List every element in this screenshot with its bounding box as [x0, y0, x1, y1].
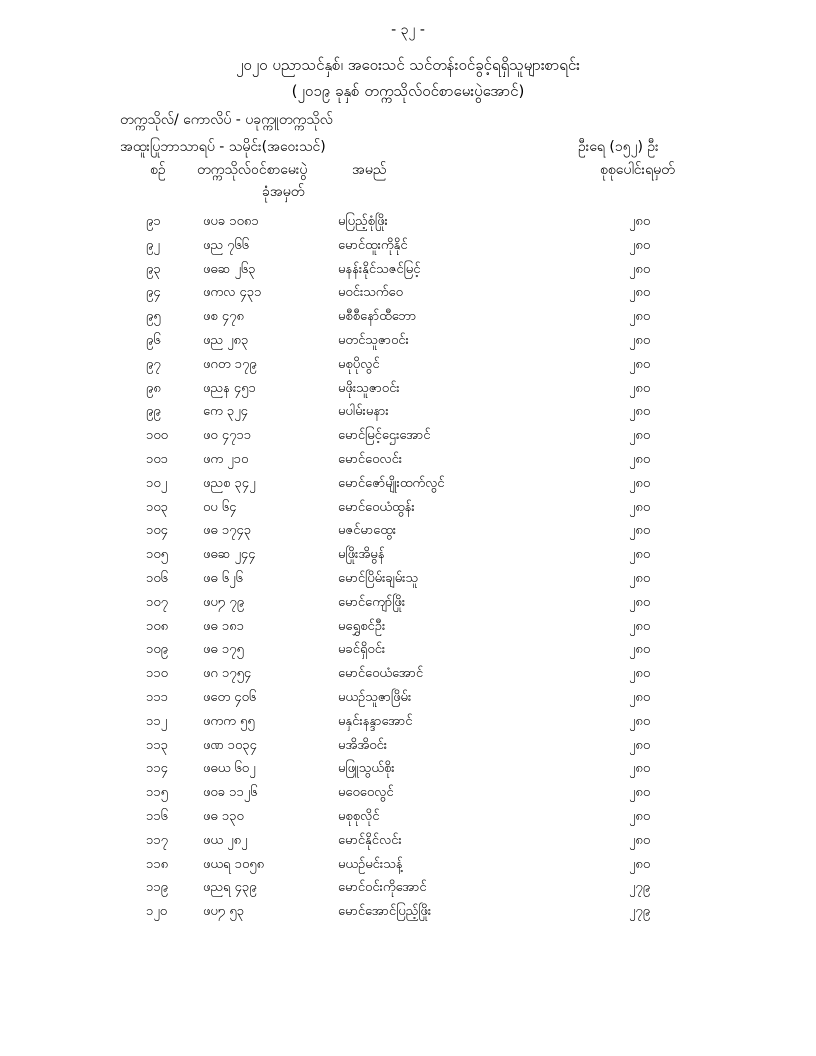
row-total-marks: ၂၈၀ — [629, 856, 651, 872]
row-roll-number: ဖဓ ၁၃၀ — [203, 808, 244, 824]
row-student-name: မောင်ပြိမ်းချမ်းသူ — [338, 570, 419, 586]
row-student-name: မစုစုလိုင် — [338, 808, 380, 824]
row-total-marks: ၂၈၀ — [629, 356, 651, 372]
row-serial-no: ၁၀၈ — [146, 618, 169, 634]
row-roll-number: ကေ ၃၂၄ — [203, 404, 248, 420]
row-total-marks: ၂၈၀ — [629, 285, 651, 301]
row-serial-no: ၁၀၄ — [146, 523, 168, 539]
header-name: အမည် — [352, 162, 387, 178]
row-serial-no: ၁၁၁ — [146, 689, 168, 705]
row-total-marks: ၂၈၀ — [629, 214, 651, 229]
row-serial-no: ၁၁၅ — [146, 785, 168, 801]
row-total-marks: ၂၈၀ — [629, 618, 651, 634]
row-total-marks: ၂၈၀ — [629, 261, 651, 277]
row-student-name: မဖြိုးအိမွန် — [338, 547, 385, 563]
row-serial-no: ၁၀၂ — [146, 475, 168, 491]
row-total-marks: ၂၈၀ — [629, 689, 651, 705]
row-roll-number: ဖည ၇၆၆ — [203, 237, 250, 253]
row-serial-no: ၁၁၀ — [146, 666, 168, 682]
row-total-marks: ၂၈၀ — [629, 713, 651, 729]
row-student-name: မဝင်းသက်ဝေ — [338, 285, 403, 301]
row-total-marks: ၂၈၀ — [629, 666, 651, 682]
row-total-marks: ၂၈၀ — [629, 237, 651, 253]
row-roll-number: ဖဓ ၁၇၅ — [203, 642, 244, 658]
row-roll-number: ဖယ ၂၈၂ — [203, 832, 248, 848]
table-row — [0, 423, 816, 447]
row-serial-no: ၁၁၇ — [146, 832, 168, 848]
table-row — [0, 566, 816, 590]
table-row — [0, 875, 816, 899]
row-roll-number: ဖကလ ၄၃၁ — [203, 285, 262, 301]
page-subtitle: (၂၀၁၉ ခုနှစ် တက္ကသိုလ်ဝင်စာမေးပွဲအောင်) — [291, 82, 525, 100]
row-total-marks: ၂၈၀ — [629, 808, 651, 824]
row-total-marks: ၂၈၀ — [629, 380, 651, 396]
row-roll-number: ဖပ႒ ၅၃ — [203, 904, 245, 920]
header-roll-number-line2: ခုံအမှတ် — [262, 184, 305, 200]
row-total-marks: ၂၈၀ — [629, 523, 651, 539]
row-serial-no: ၉၄ — [146, 285, 161, 301]
row-roll-number: ဖည ၂၈၃ — [203, 332, 249, 348]
row-student-name: မောင်အောင်ပြည့်ဖြိုး — [338, 904, 432, 920]
row-student-name: မစုပိုလွင် — [338, 356, 380, 372]
row-serial-no: ၉၉ — [146, 404, 161, 420]
header-roll-number: တက္ကသိုလ်ဝင်စာမေးပွဲ — [197, 162, 308, 178]
row-student-name: မတင်သူဇာဝင်း — [338, 332, 409, 348]
row-roll-number: ဖညစ ၃၄၂ — [203, 475, 256, 491]
row-student-name: မပါမ်းမနား — [338, 404, 389, 420]
row-total-marks: ၂၈၀ — [629, 785, 651, 801]
table-row — [0, 709, 816, 733]
row-total-marks: ၂၈၀ — [629, 594, 651, 610]
row-student-name: မောင်ဇော်မျိုးထက်လွင် — [338, 475, 445, 491]
table-row — [0, 733, 816, 757]
row-roll-number: ဖဂ ၁၇၅၄ — [203, 666, 252, 682]
row-total-marks: ၂၈၀ — [629, 737, 651, 753]
page-title: ၂၀၂၀ ပညာသင်နှစ်၊ အဝေးသင် သင်တန်းဝင်ခွင့်ရရှိသူများစာရင်း — [236, 56, 580, 74]
row-roll-number: ဖယရ ၁၀၅၈ — [203, 856, 265, 872]
table-row — [0, 661, 816, 685]
row-total-marks: ၂၇၉ — [629, 880, 651, 896]
table-row — [0, 257, 816, 281]
row-serial-no: ၁၀၀ — [146, 428, 168, 444]
row-total-marks: ၂၈၀ — [629, 642, 651, 658]
row-serial-no: ၁၀၅ — [146, 547, 168, 563]
row-total-marks: ၂၈၀ — [629, 547, 651, 563]
row-student-name: မဖိုးသူဇာဝင်း — [338, 380, 400, 396]
row-roll-number: ဖဓယ ၆၀၂ — [203, 761, 256, 777]
table-row — [0, 495, 816, 519]
row-serial-no: ၁၀၁ — [146, 451, 168, 467]
total-count: ဦးရေ (၁၅၂) ဦး — [578, 139, 659, 155]
row-student-name: မောင်မြင့်ဌေးအောင် — [338, 428, 431, 444]
row-total-marks: ၂၈၀ — [629, 451, 651, 467]
row-student-name: မနှင်းနန္ဒာအောင် — [338, 713, 413, 729]
row-roll-number: ဖပခ ၁၀၈၁ — [203, 214, 259, 229]
row-roll-number: ဖက ၂၁၀ — [203, 451, 249, 467]
university-line: တက္ကသိုလ်/ ကောလိပ် - ပခုက္ကူတက္ကသိုလ် — [120, 112, 333, 128]
row-serial-no: ၁၀၉ — [146, 642, 168, 658]
table-row — [0, 471, 816, 495]
row-student-name: မောင်ကျော်ဖြိုး — [338, 594, 406, 610]
row-student-name: မဇင်မာထွေး — [338, 523, 397, 539]
header-serial-no: စဉ် — [150, 162, 166, 178]
row-roll-number: ဖဏ ၁၀၃၄ — [203, 737, 257, 753]
table-row — [0, 518, 816, 542]
row-serial-no: ၁၁၂ — [146, 713, 168, 729]
table-row — [0, 280, 816, 304]
table-row — [0, 328, 816, 352]
row-serial-no: ၉၁ — [146, 214, 161, 229]
table-row — [0, 804, 816, 828]
row-student-name: မယဉ်မင်းသန့် — [338, 856, 403, 872]
row-student-name: မောင်ဝေယံထွန်း — [338, 499, 415, 515]
row-serial-no: ၁၁၈ — [146, 856, 169, 872]
row-serial-no: ၉၇ — [146, 356, 161, 372]
student-list — [0, 209, 816, 923]
row-total-marks: ၂၈၀ — [629, 499, 651, 515]
row-roll-number: ဖဓ ၁၇၄၃ — [203, 523, 252, 539]
row-roll-number: ဖဓ ၆၂၆ — [203, 570, 243, 586]
row-serial-no: ၉၈ — [146, 380, 161, 396]
row-roll-number: ဖစ ၄၇၈ — [203, 309, 244, 325]
table-row — [0, 542, 816, 566]
row-student-name: မောင်ဝေယံအောင် — [338, 666, 424, 682]
table-row — [0, 209, 816, 233]
row-total-marks: ၂၈၀ — [629, 761, 651, 777]
row-total-marks: ၂၇၉ — [629, 904, 651, 920]
page-number: - ၃၂ - — [391, 22, 425, 38]
table-row — [0, 828, 816, 852]
row-student-name: မောင်ထူးကိုနိုင် — [338, 237, 408, 253]
table-row — [0, 590, 816, 614]
row-total-marks: ၂၈၀ — [629, 404, 651, 420]
row-roll-number: ဖဝခ ၁၁၂၆ — [203, 785, 258, 801]
row-student-name: မပြည့်စုံဖြိုး — [338, 214, 388, 229]
department-line: အထူးပြုဘာသာရပ် - သမိုင်း(အဝေးသင်) — [120, 139, 326, 155]
table-row — [0, 756, 816, 780]
row-student-name: မောင်ဝေလင်း — [338, 451, 403, 467]
row-serial-no: ၉၆ — [146, 332, 161, 348]
row-roll-number: ဖဓ ၁၈၁ — [203, 618, 244, 634]
row-roll-number: ဖပ႒ ၇၉ — [203, 594, 245, 610]
row-total-marks: ၂၈၀ — [629, 475, 651, 491]
row-total-marks: ၂၈၀ — [629, 309, 651, 325]
row-serial-no: ၁၀၃ — [146, 499, 168, 515]
row-roll-number: ဖဓဆ ၂၆၃ — [203, 261, 256, 277]
row-total-marks: ၂၈၀ — [629, 832, 651, 848]
table-row — [0, 304, 816, 328]
row-student-name: မဝေဝေလွင် — [338, 785, 394, 801]
row-student-name: မယဉ်သူဇာဖြိမ်း — [338, 689, 412, 705]
row-total-marks: ၂၈၀ — [629, 428, 651, 444]
row-serial-no: ၁၁၉ — [146, 880, 168, 896]
row-serial-no: ၁၁၃ — [146, 737, 168, 753]
row-student-name: မနန်းနိုင်သဇင်မြင့် — [338, 261, 421, 277]
row-total-marks: ၂၈၀ — [629, 332, 651, 348]
table-row — [0, 399, 816, 423]
table-row — [0, 376, 816, 400]
row-roll-number: ဖညရ ၄၃၉ — [203, 880, 257, 896]
table-row — [0, 637, 816, 661]
row-roll-number: ဖဝ ၄၇၁၁ — [203, 428, 252, 444]
row-student-name: မရွှေစင်ဦး — [338, 618, 386, 634]
table-row — [0, 685, 816, 709]
table-row — [0, 614, 816, 638]
row-serial-no: ၉၅ — [146, 309, 161, 325]
row-student-name: မောင်နိုင်လင်း — [338, 832, 402, 848]
row-student-name: မစီစီနော်ထီဘော — [338, 309, 417, 325]
row-roll-number: ဖဂတ ၁၇၉ — [203, 356, 257, 372]
table-row — [0, 447, 816, 471]
row-serial-no: ၉၃ — [146, 261, 161, 277]
row-roll-number: ဖညန ၄၅၁ — [203, 380, 256, 396]
row-student-name: မဖြူသွယ်စိုး — [338, 761, 395, 777]
row-serial-no: ၁၀၇ — [146, 594, 168, 610]
table-row — [0, 780, 816, 804]
row-roll-number: ဝပ ၆၄ — [203, 499, 237, 515]
header-total-marks: စုစုပေါင်းရမှတ် — [600, 162, 675, 178]
row-serial-no: ၉၂ — [146, 237, 160, 253]
table-row — [0, 352, 816, 376]
row-student-name: မောင်ဝင်းကိုအောင် — [338, 880, 427, 896]
row-student-name: မခင်ရှိဝင်း — [338, 642, 386, 658]
row-serial-no: ၁၂၀ — [146, 904, 168, 920]
row-serial-no: ၁၀၆ — [146, 570, 168, 586]
row-student-name: မအိအိဝင်း — [338, 737, 388, 753]
row-roll-number: ဖတေ ၄၀၆ — [203, 689, 257, 705]
row-serial-no: ၁၁၄ — [146, 761, 168, 777]
table-row — [0, 899, 816, 923]
table-row — [0, 852, 816, 876]
row-roll-number: ဖဓဆ ၂၄၄ — [203, 547, 256, 563]
table-row — [0, 233, 816, 257]
row-roll-number: ဖကက ၅၅ — [203, 713, 255, 729]
row-serial-no: ၁၁၆ — [146, 808, 168, 824]
row-total-marks: ၂၈၀ — [629, 570, 651, 586]
